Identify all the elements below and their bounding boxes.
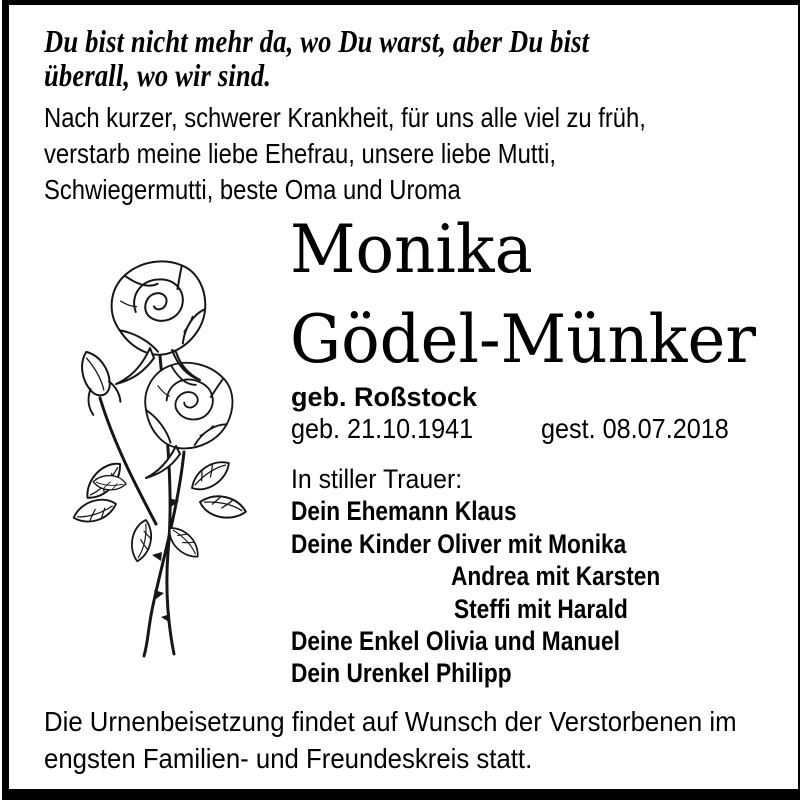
intro-line-text: Nach kurzer, schwerer Krankheit, für uns alle viel zu früh, [44, 102, 646, 133]
intro-line-text: verstarb meine liebe Ehefrau, unsere liebe Mutti, [44, 138, 556, 169]
mourner-text: Deine Kinder Oliver mit Monika [291, 528, 627, 559]
quote-line-text: Du bist nicht mehr da, wo Du warst, aber Du bist [44, 23, 590, 59]
last-name-text: Gödel-Münker [290, 301, 756, 378]
closing-paragraph [44, 703, 797, 777]
intro-paragraph [44, 100, 752, 208]
mourner-row [291, 495, 700, 527]
deceased-last-name [290, 295, 770, 385]
closing-line [44, 740, 797, 777]
first-name-text: Monika [290, 211, 533, 288]
quote-line-text: überall, wo wir sind. [44, 57, 272, 93]
mourner-text: Andrea mit Karsten [451, 561, 661, 592]
mourner-text: Steffi mit Harald [454, 593, 628, 624]
mourner-row [454, 593, 700, 625]
rose-bouquet-illustration [50, 252, 262, 664]
mourner-row [291, 657, 700, 689]
mourner-text: Deine Enkel Olivia und Manuel [291, 626, 620, 657]
deceased-name [290, 205, 770, 385]
intro-line [44, 136, 752, 172]
maiden-name-text: geb. Roßstock [291, 382, 478, 412]
mourner-text: Dein Urenkel Philipp [291, 658, 512, 689]
deceased-first-name [290, 205, 770, 295]
mourning-section [291, 463, 700, 690]
life-dates [291, 414, 771, 446]
mourner-text: Dein Ehemann Klaus [291, 496, 517, 527]
closing-line [44, 703, 797, 740]
closing-line-text: engsten Familien- und Freundeskreis statt. [44, 743, 533, 774]
maiden-name [291, 383, 477, 411]
intro-line-text: Schwiegermutti, beste Oma und Uroma [44, 174, 461, 205]
quote-line [44, 58, 701, 92]
intro-line [44, 172, 752, 208]
closing-line-text: Die Urnenbeisetzung findet auf Wunsch der Verstorbenen im [44, 706, 737, 737]
epitaph-quote [44, 24, 701, 92]
death-date: gest. 08.07.2018 [541, 413, 729, 444]
mourning-header-text: In stiller Trauer: [291, 464, 463, 494]
quote-line [44, 24, 701, 58]
mourner-row [451, 560, 700, 592]
intro-line [44, 100, 752, 136]
birth-date: geb. 21.10.1941 [291, 413, 474, 444]
mourning-header [291, 463, 700, 495]
mourner-row [291, 528, 700, 560]
death-date-wrap [541, 414, 750, 444]
mourner-row [291, 625, 700, 657]
